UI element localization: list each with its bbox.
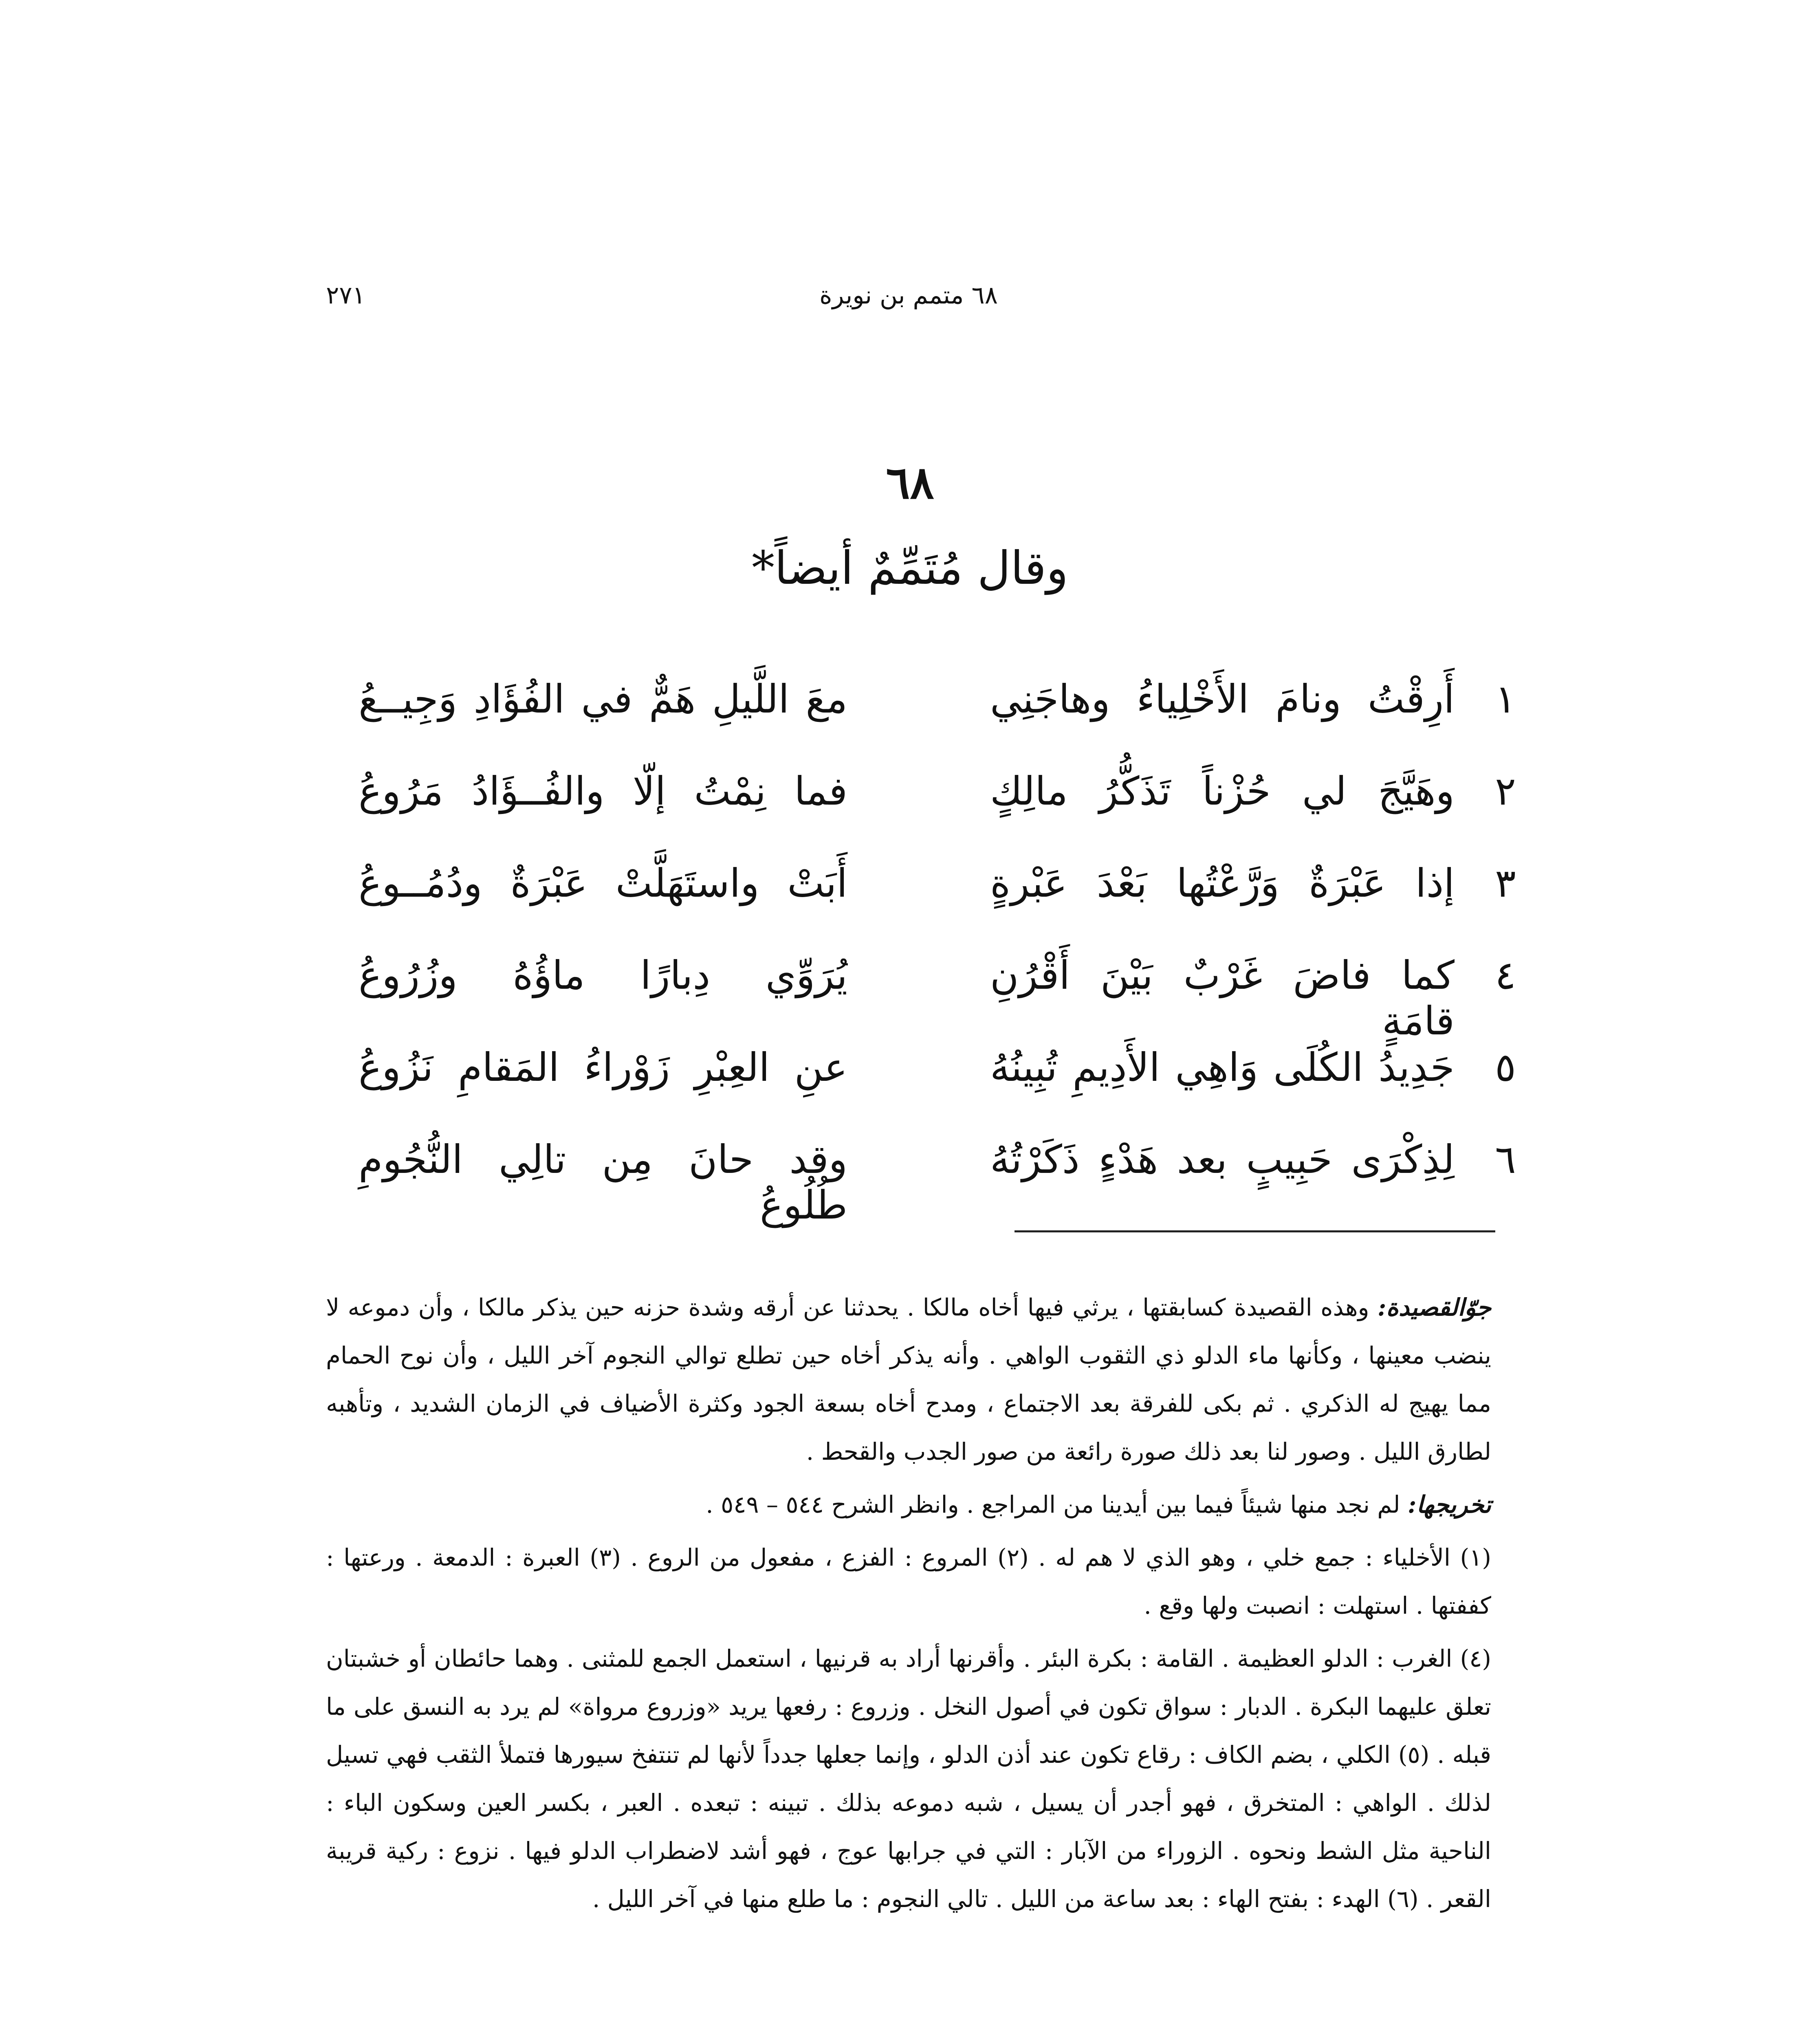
verse-line (359, 1045, 1524, 1137)
verse-first-hemistich: أَرِقْتُ ونامَ الأَخْلِياءُ وهاجَنِي (990, 676, 1455, 722)
running-header (326, 281, 1491, 318)
gloss-paragraph: (١) الأخلياء : جمع خلي ، وهو الذي لا هم له . (٢) المروع : الفزع ، مفعول من الروع . (٣) العبرة : الدمعة . ورعتها : كففتها . استهلت : انصبت ولها وقع . (326, 1544, 1491, 1619)
verse-first-hemistich: إذا عَبْرَةٌ وَرَّعْتُها بَعْدَ عَبْرةٍ (990, 860, 1455, 906)
verse-second-hemistich: يُرَوِّي دِبارًا ماؤُهُ وزُرُوعُ (359, 953, 847, 998)
verse-second-hemistich: معَ اللَّيلِ هَمٌّ في الفُؤَادِ وَجِيــعُ (359, 676, 847, 722)
verse-first-hemistich: وهَيَّجَ لي حُزْناً تَذَكُّرُ مالِكٍ (990, 768, 1455, 814)
poem-title: وقال مُتَمِّمٌ أيضاً* (752, 542, 1068, 595)
footnote-separator (1015, 1230, 1495, 1232)
footnotes (326, 1283, 1491, 1928)
verse-first-hemistich: جَدِيدُ الكُلَى وَاهِي الأَدِيمِ تُبِينُهُ (990, 1045, 1455, 1090)
verse-number: ١ (1495, 676, 1516, 722)
page-number: ٢٧١ (326, 281, 365, 310)
verse-second-hemistich: أَبَتْ واستَهَلَّتْ عَبْرَةٌ ودُمُــوعُ (359, 860, 847, 906)
verse-line (359, 953, 1524, 1045)
summary-text: وهذه القصيدة كسابقتها ، يرثي فيها أخاه مالكا . يحدثنا عن أرقه وشدة حزنه حين يذكر مالكا ، وأن دموعه لا ينضب معينها ، وكأنها ماء الدلو ذي الثقوب الواهي . وأنه يذكر أخاه حين تطلع توالي النجوم آخر الليل ، وأن نوح الحمام مما يهيج له الذكري . ثم بكى للفرقة بعد الاجتماع ، ومدح أخاه بسعة الجود وكثرة الأضياف في الزمان الشديد ، وتأهبه لطارق الليل . وصور لنا بعد ذلك صورة رائعة من صور الجدب والقحط . (326, 1293, 1491, 1465)
verse-line (359, 860, 1524, 953)
verse-line (359, 768, 1524, 860)
summary-note (326, 1283, 1491, 1476)
verse-second-hemistich: عنِ العِبْرِ زَوْراءُ المَقامِ نَزُوعُ (359, 1045, 847, 1090)
verse-number: ٤ (1495, 953, 1516, 998)
header-title: ٦٨ متمم بن نويرة (819, 281, 998, 310)
takhrij-label: تخريجها: (1408, 1491, 1491, 1518)
takhrij-text: لم نجد منها شيئاً فيما بين أيدينا من المراجع . وانظر الشرح ٥٤٤ – ٥٤٩ . (706, 1491, 1400, 1518)
poem-number: ٦٨ (886, 456, 934, 509)
takhrij-note (326, 1480, 1491, 1529)
verse-number: ٥ (1495, 1045, 1516, 1090)
verse-line (359, 676, 1524, 768)
verse-list (359, 676, 1524, 1229)
verse-first-hemistich: لِذِكْرَى حَبِيبٍ بعد هَدْءٍ ذَكَرْتُهُ (990, 1137, 1455, 1182)
verse-number: ٢ (1495, 768, 1516, 814)
verse-second-hemistich: وقد حانَ مِن تالِي النُّجُومِ طُلُوعُ (359, 1137, 847, 1228)
verse-first-hemistich: كما فاضَ غَرْبٌ بَيْنَ أَقْرُنِ قامَةٍ (990, 953, 1455, 1044)
gloss-paragraph: (٤) الغرب : الدلو العظيمة . القامة : بكرة البئر . وأقرنها أراد به قرنيها ، استعمل الجمع للمثنى . وهما حائطان أو خشبتان تعلق عليهما البكرة . الدبار : سواق تكون في أصول النخل . وزروع : رفعها يريد «وزروع مرواة» لم يرد به النسق على ما قبله . (٥) الكلي ، بضم الكاف : رقاع تكون عند أذن الدلو ، وإنما جعلها جدداً لأنها لم تنتفخ سيورها فتملأ الثقب فهي تسيل لذلك . الواهي : المتخرق ، فهو أجدر أن يسيل ، شبه دموعه بذلك . تبينه : تبعده . العبر ، بكسر العين وسكون الباء : الناحية مثل الشط ونحوه . الزوراء من الآبار : التي في جرابها عوج ، فهو أشد لاضطراب الدلو فيها . نزوع : ركية قريبة القعر . (٦) الهدء : بفتح الهاء : بعد ساعة من الليل . تالي النجوم : ما طلع منها في آخر الليل . (326, 1645, 1492, 1913)
summary-label: جوّالقصيدة: (1378, 1293, 1491, 1321)
verse-number: ٣ (1495, 860, 1516, 906)
verse-second-hemistich: فما نِمْتُ إلّا والفُــؤَادُ مَرُوعُ (359, 768, 847, 814)
verse-line (359, 1137, 1524, 1229)
verse-number: ٦ (1495, 1137, 1516, 1182)
